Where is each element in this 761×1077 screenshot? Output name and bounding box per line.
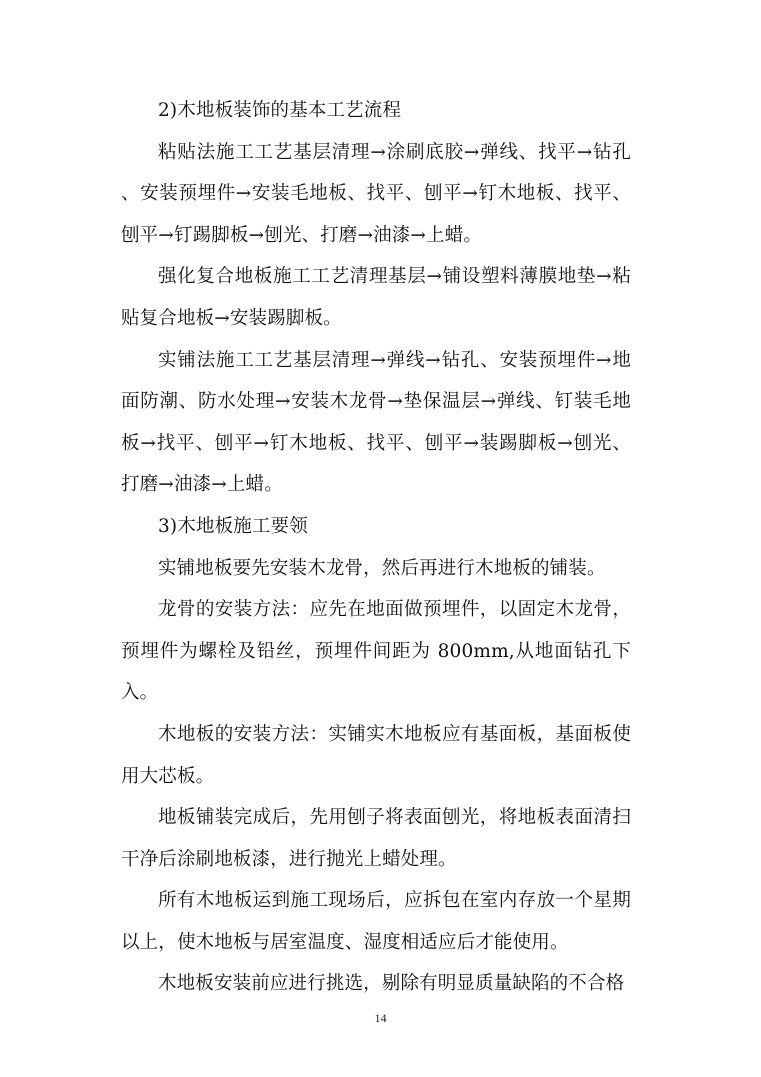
paragraph-acclimatization: 所有木地板运到施工现场后，应拆包在室内存放一个星期以上，使木地板与居室温度、湿度相适应后才能使用。 — [121, 890, 631, 953]
paragraph-adhesive-method: 粘贴法施工工艺基层清理→涂刷底胶→弹线、找平→钻孔、安装预埋件→安装毛地板、找平、刨平→钉木地板、找平、刨平→钉踢脚板→刨光、打磨→油漆→上蜡。 — [121, 141, 631, 246]
section-heading-essentials: 3)木地板施工要领 — [158, 515, 308, 537]
paragraph-keel-first: 实铺地板要先安装木龙骨，然后再进行木地板的铺装。 — [158, 557, 606, 579]
paragraph-selection: 木地板安装前应进行挑选，剔除有明显质量缺陷的不合格 — [158, 973, 625, 995]
paragraph-floor-installation: 木地板的安装方法：实铺实木地板应有基面板，基面板使用大芯板。 — [121, 723, 631, 787]
paragraph-laminate-method: 强化复合地板施工工艺清理基层→铺设塑料薄膜地垫→粘贴复合地板→安装踢脚板。 — [121, 266, 631, 329]
paragraph-keel-installation: 龙骨的安装方法：应先在地面做预埋件，以固定木龙骨，预埋件为螺栓及铅丝，预埋件间距为 800mm,从地面钻孔下入。 — [121, 599, 631, 704]
paragraph-finishing: 地板铺装完成后，先用刨子将表面刨光，将地板表面清扫干净后涂刷地板漆，进行抛光上蜡处理。 — [121, 807, 631, 870]
body-text — [121, 90, 631, 1005]
section-heading-process: 2)木地板装饰的基本工艺流程 — [158, 100, 402, 121]
page-number: 14 — [374, 1011, 387, 1025]
paragraph-solid-method: 实铺法施工工艺基层清理→弹线→钻孔、安装预埋件→地面防潮、防水处理→安装木龙骨→垫保温层→弹线、钉装毛地板→找平、刨平→钉木地板、找平、刨平→装踢脚板→刨光、打磨→油漆→上蜡。 — [121, 349, 631, 496]
